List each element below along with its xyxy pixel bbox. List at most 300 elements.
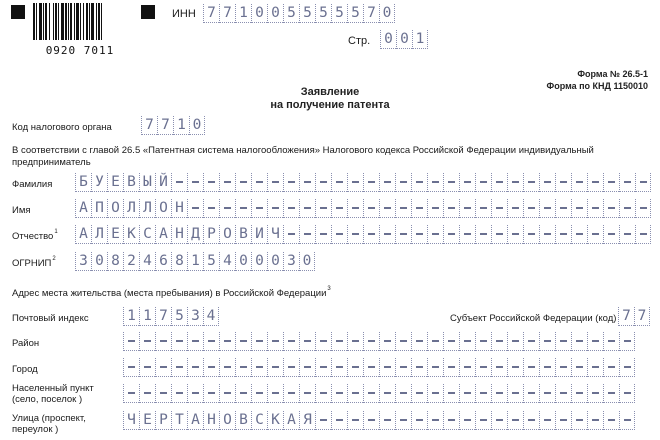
char-cell: [347, 358, 363, 377]
char-cell: [427, 332, 443, 351]
char-cell: [411, 384, 427, 403]
char-cell: [603, 332, 619, 351]
char-cell: А: [75, 199, 91, 218]
char-cell: 1: [139, 307, 155, 326]
char-cell: 7: [203, 4, 219, 23]
char-cell: [427, 411, 443, 430]
char-cell: 0: [267, 252, 283, 271]
char-cell: Ч: [267, 225, 283, 244]
char-cell: 0: [380, 30, 396, 49]
char-cell: В: [235, 225, 251, 244]
char-cell: [203, 173, 219, 192]
char-cell: [507, 225, 523, 244]
char-cell: [443, 199, 459, 218]
name-field[interactable]: [75, 199, 651, 218]
document-title: [230, 86, 430, 112]
char-cell: [267, 358, 283, 377]
page-field[interactable]: [380, 30, 428, 49]
char-cell: [347, 411, 363, 430]
char-cell: [571, 332, 587, 351]
char-cell: [427, 225, 443, 244]
char-cell: [203, 332, 219, 351]
barcode-bar: [102, 3, 104, 40]
char-cell: 5: [203, 252, 219, 271]
char-cell: [395, 411, 411, 430]
char-cell: С: [251, 411, 267, 430]
char-cell: О: [155, 199, 171, 218]
char-cell: [187, 173, 203, 192]
char-cell: 7: [634, 307, 650, 326]
char-cell: [155, 384, 171, 403]
char-cell: 6: [155, 252, 171, 271]
char-cell: [187, 384, 203, 403]
address-footnote: 3: [327, 286, 331, 292]
char-cell: [139, 332, 155, 351]
char-cell: [123, 332, 139, 351]
char-cell: 7: [141, 116, 157, 135]
char-cell: [411, 411, 427, 430]
char-cell: 5: [283, 4, 299, 23]
char-cell: [187, 332, 203, 351]
char-cell: [523, 384, 539, 403]
char-cell: [139, 384, 155, 403]
char-cell: [603, 199, 619, 218]
char-cell: Я: [299, 411, 315, 430]
char-cell: [443, 225, 459, 244]
char-cell: [171, 332, 187, 351]
district-field[interactable]: [123, 332, 635, 351]
char-cell: [571, 199, 587, 218]
char-cell: [459, 332, 475, 351]
char-cell: [491, 199, 507, 218]
char-cell: [331, 199, 347, 218]
city-label: Город: [12, 364, 38, 375]
char-cell: [315, 384, 331, 403]
region-field[interactable]: [618, 307, 650, 326]
char-cell: [315, 199, 331, 218]
char-cell: [379, 199, 395, 218]
char-cell: 8: [171, 252, 187, 271]
char-cell: Е: [139, 411, 155, 430]
char-cell: [443, 173, 459, 192]
char-cell: [523, 199, 539, 218]
char-cell: [267, 384, 283, 403]
char-cell: [315, 411, 331, 430]
char-cell: [475, 173, 491, 192]
char-cell: [443, 358, 459, 377]
char-cell: К: [267, 411, 283, 430]
char-cell: [427, 199, 443, 218]
intro-text-line-1: В соответствии с главой 26.5 «Патентная система налогообложения» Налогового кодекса Российской Федерации индивидуальный: [12, 145, 594, 156]
char-cell: [411, 173, 427, 192]
char-cell: [331, 225, 347, 244]
char-cell: [571, 411, 587, 430]
char-cell: [219, 173, 235, 192]
char-cell: Ы: [139, 173, 155, 192]
char-cell: 1: [173, 116, 189, 135]
char-cell: [363, 411, 379, 430]
char-cell: [331, 411, 347, 430]
char-cell: 3: [283, 252, 299, 271]
address-heading-text: Адрес места жительства (места пребывания) в Российской Федерации: [12, 288, 327, 299]
char-cell: 0: [235, 252, 251, 271]
postal-code-label: Почтовый индекс: [12, 313, 89, 324]
char-cell: [443, 384, 459, 403]
char-cell: [235, 358, 251, 377]
char-cell: [235, 173, 251, 192]
char-cell: 5: [171, 307, 187, 326]
char-cell: [395, 173, 411, 192]
char-cell: 5: [347, 4, 363, 23]
char-cell: [299, 358, 315, 377]
char-cell: [123, 358, 139, 377]
char-cell: [267, 332, 283, 351]
char-cell: Р: [203, 225, 219, 244]
char-cell: [171, 384, 187, 403]
char-cell: [603, 411, 619, 430]
street-field[interactable]: [123, 411, 635, 430]
char-cell: П: [91, 199, 107, 218]
char-cell: [363, 173, 379, 192]
char-cell: [203, 199, 219, 218]
char-cell: [251, 384, 267, 403]
ogrnip-footnote: 2: [52, 256, 56, 262]
char-cell: [347, 199, 363, 218]
ogrnip-label: [12, 258, 56, 269]
char-cell: [315, 332, 331, 351]
char-cell: [395, 332, 411, 351]
settlement-field[interactable]: [123, 384, 635, 403]
char-cell: [379, 384, 395, 403]
patronymic-label-text: Отчество: [12, 231, 54, 242]
char-cell: [635, 225, 651, 244]
char-cell: Л: [139, 199, 155, 218]
char-cell: [219, 332, 235, 351]
char-cell: [251, 358, 267, 377]
char-cell: [555, 358, 571, 377]
region-label: Субъект Российской Федерации (код): [450, 313, 617, 324]
char-cell: [459, 358, 475, 377]
patronymic-footnote: 1: [54, 229, 58, 235]
char-cell: [363, 358, 379, 377]
char-cell: Е: [107, 173, 123, 192]
char-cell: О: [107, 199, 123, 218]
char-cell: [555, 225, 571, 244]
char-cell: А: [75, 225, 91, 244]
page-label: Стр.: [348, 35, 371, 47]
char-cell: [571, 225, 587, 244]
char-cell: [539, 225, 555, 244]
char-cell: 5: [331, 4, 347, 23]
char-cell: [635, 173, 651, 192]
char-cell: [555, 411, 571, 430]
inn-field[interactable]: [203, 4, 395, 23]
title-line-2: на получение патента: [270, 99, 390, 111]
char-cell: [555, 199, 571, 218]
char-cell: А: [155, 225, 171, 244]
char-cell: [315, 358, 331, 377]
patronymic-field[interactable]: [75, 225, 651, 244]
char-cell: [587, 411, 603, 430]
char-cell: [619, 384, 635, 403]
char-cell: [283, 225, 299, 244]
char-cell: [523, 411, 539, 430]
char-cell: [539, 332, 555, 351]
ogrnip-label-text: ОГРНИП: [12, 258, 52, 269]
char-cell: [475, 332, 491, 351]
char-cell: [619, 173, 635, 192]
char-cell: [459, 173, 475, 192]
char-cell: [587, 173, 603, 192]
char-cell: [299, 173, 315, 192]
char-cell: [283, 358, 299, 377]
char-cell: [443, 411, 459, 430]
char-cell: [491, 358, 507, 377]
surname-label: Фамилия: [12, 179, 53, 190]
char-cell: О: [219, 411, 235, 430]
char-cell: [395, 199, 411, 218]
char-cell: 4: [219, 252, 235, 271]
char-cell: [219, 199, 235, 218]
char-cell: [507, 332, 523, 351]
char-cell: 0: [396, 30, 412, 49]
char-cell: [507, 199, 523, 218]
char-cell: 3: [187, 307, 203, 326]
char-cell: [587, 332, 603, 351]
intro-text-line-2: предприниматель: [12, 157, 91, 168]
char-cell: А: [283, 411, 299, 430]
char-cell: [347, 225, 363, 244]
char-cell: [491, 332, 507, 351]
char-cell: [619, 358, 635, 377]
char-cell: 7: [157, 116, 173, 135]
settlement-label: [12, 383, 94, 405]
char-cell: [219, 358, 235, 377]
char-cell: Н: [171, 199, 187, 218]
char-cell: 4: [139, 252, 155, 271]
postal-code-field[interactable]: [123, 307, 219, 326]
char-cell: 0: [379, 4, 395, 23]
char-cell: 3: [75, 252, 91, 271]
char-cell: [523, 173, 539, 192]
char-cell: [571, 173, 587, 192]
char-cell: Р: [155, 411, 171, 430]
char-cell: [539, 411, 555, 430]
char-cell: [155, 332, 171, 351]
char-cell: 7: [618, 307, 634, 326]
registration-marker-right: [141, 5, 155, 19]
char-cell: [219, 384, 235, 403]
char-cell: [299, 225, 315, 244]
char-cell: [603, 225, 619, 244]
char-cell: 2: [123, 252, 139, 271]
char-cell: 1: [235, 4, 251, 23]
settlement-label-line-1: Населенный пункт: [12, 383, 94, 394]
char-cell: [379, 411, 395, 430]
char-cell: [475, 411, 491, 430]
ogrnip-field[interactable]: [75, 252, 315, 271]
char-cell: И: [251, 225, 267, 244]
char-cell: 0: [267, 4, 283, 23]
form-number: Форма № 26.5-1: [577, 69, 648, 79]
char-cell: [539, 199, 555, 218]
char-cell: [475, 199, 491, 218]
char-cell: [299, 384, 315, 403]
char-cell: 7: [155, 307, 171, 326]
barcode-image: [33, 3, 127, 47]
char-cell: [603, 358, 619, 377]
char-cell: [459, 225, 475, 244]
char-cell: [411, 332, 427, 351]
char-cell: [523, 332, 539, 351]
char-cell: Е: [107, 225, 123, 244]
char-cell: [475, 384, 491, 403]
char-cell: [571, 358, 587, 377]
char-cell: [507, 384, 523, 403]
char-cell: [379, 358, 395, 377]
patronymic-label: [12, 231, 58, 242]
char-cell: Д: [187, 225, 203, 244]
char-cell: [571, 384, 587, 403]
char-cell: [411, 225, 427, 244]
char-cell: [459, 411, 475, 430]
char-cell: [555, 332, 571, 351]
char-cell: [395, 384, 411, 403]
char-cell: [155, 358, 171, 377]
char-cell: 5: [299, 4, 315, 23]
char-cell: [379, 332, 395, 351]
char-cell: [251, 173, 267, 192]
char-cell: [539, 384, 555, 403]
char-cell: [139, 358, 155, 377]
char-cell: [347, 384, 363, 403]
char-cell: [267, 173, 283, 192]
char-cell: О: [219, 225, 235, 244]
city-field[interactable]: [123, 358, 635, 377]
char-cell: 0: [251, 252, 267, 271]
char-cell: 0: [299, 252, 315, 271]
char-cell: Н: [171, 225, 187, 244]
char-cell: [283, 332, 299, 351]
char-cell: [123, 384, 139, 403]
char-cell: [491, 411, 507, 430]
char-cell: 0: [189, 116, 205, 135]
char-cell: [475, 225, 491, 244]
char-cell: [283, 173, 299, 192]
street-label-line-2: переулок ): [12, 424, 59, 435]
char-cell: [251, 199, 267, 218]
char-cell: [235, 332, 251, 351]
char-cell: [603, 173, 619, 192]
settlement-label-line-2: (село, поселок ): [12, 394, 83, 405]
char-cell: 0: [91, 252, 107, 271]
char-cell: [427, 173, 443, 192]
char-cell: [491, 173, 507, 192]
char-cell: [331, 384, 347, 403]
char-cell: [299, 199, 315, 218]
surname-field[interactable]: [75, 173, 651, 192]
char-cell: [459, 199, 475, 218]
char-cell: [379, 225, 395, 244]
char-cell: [331, 173, 347, 192]
char-cell: Б: [75, 173, 91, 192]
char-cell: [635, 199, 651, 218]
char-cell: В: [123, 173, 139, 192]
char-cell: [251, 332, 267, 351]
char-cell: [331, 332, 347, 351]
char-cell: [283, 199, 299, 218]
char-cell: А: [187, 411, 203, 430]
char-cell: 1: [412, 30, 428, 49]
char-cell: [363, 332, 379, 351]
char-cell: [603, 384, 619, 403]
char-cell: Н: [203, 411, 219, 430]
char-cell: [619, 411, 635, 430]
char-cell: [235, 199, 251, 218]
tax-authority-label: Код налогового органа: [12, 122, 112, 133]
char-cell: [619, 332, 635, 351]
char-cell: [507, 411, 523, 430]
district-label: Район: [12, 338, 40, 349]
inn-label: ИНН: [172, 8, 196, 20]
char-cell: [539, 173, 555, 192]
char-cell: [347, 332, 363, 351]
char-cell: 1: [123, 307, 139, 326]
char-cell: [491, 225, 507, 244]
char-cell: [491, 384, 507, 403]
char-cell: [555, 384, 571, 403]
char-cell: [267, 199, 283, 218]
char-cell: [539, 358, 555, 377]
char-cell: [171, 358, 187, 377]
char-cell: [331, 358, 347, 377]
char-cell: Т: [171, 411, 187, 430]
char-cell: [315, 173, 331, 192]
char-cell: [443, 332, 459, 351]
char-cell: [363, 199, 379, 218]
char-cell: [395, 358, 411, 377]
char-cell: [459, 384, 475, 403]
char-cell: [587, 199, 603, 218]
char-cell: [283, 384, 299, 403]
char-cell: К: [123, 225, 139, 244]
char-cell: [507, 173, 523, 192]
char-cell: [203, 384, 219, 403]
char-cell: [587, 225, 603, 244]
tax-authority-field[interactable]: [141, 116, 205, 135]
char-cell: [347, 173, 363, 192]
char-cell: [555, 173, 571, 192]
char-cell: В: [235, 411, 251, 430]
char-cell: 7: [363, 4, 379, 23]
street-label-line-1: Улица (проспект,: [12, 413, 86, 424]
char-cell: 8: [107, 252, 123, 271]
char-cell: [587, 384, 603, 403]
char-cell: [379, 173, 395, 192]
char-cell: [523, 225, 539, 244]
char-cell: [171, 173, 187, 192]
char-cell: Ч: [123, 411, 139, 430]
char-cell: Л: [91, 225, 107, 244]
char-cell: [587, 358, 603, 377]
char-cell: Й: [155, 173, 171, 192]
char-cell: [363, 384, 379, 403]
barcode-number: 0920 7011: [45, 44, 115, 57]
name-label: Имя: [12, 205, 31, 216]
char-cell: У: [91, 173, 107, 192]
char-cell: [299, 332, 315, 351]
char-cell: Л: [123, 199, 139, 218]
